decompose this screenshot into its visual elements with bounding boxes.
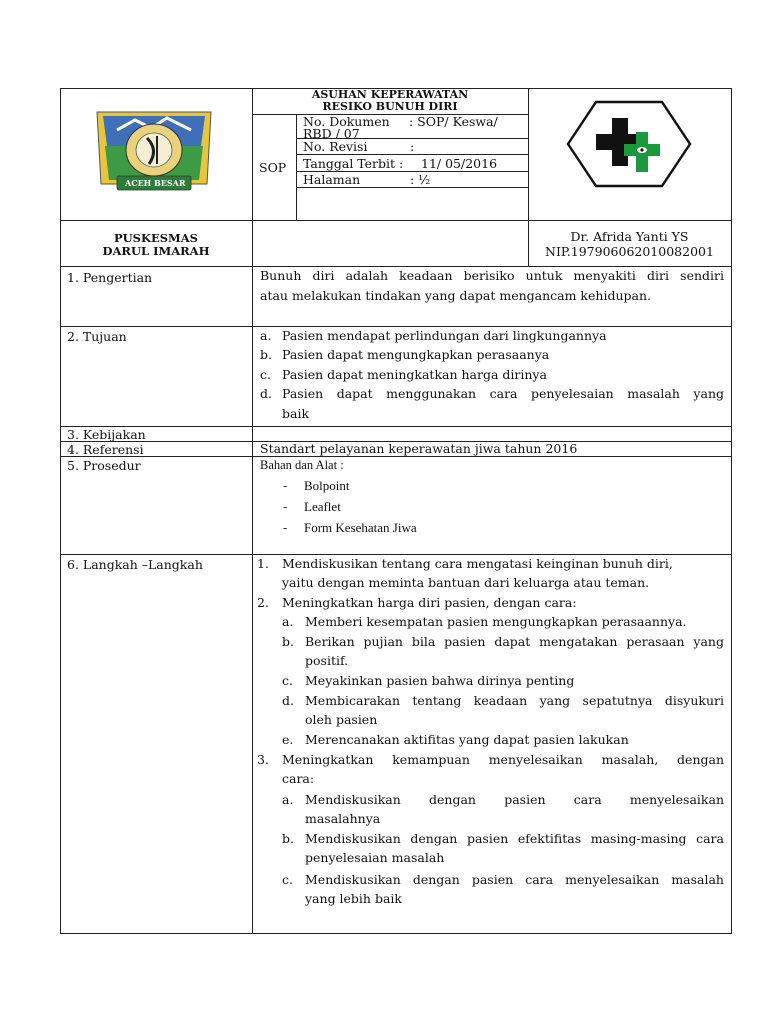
signer-name: Dr. Afrida Yanti YS: [570, 229, 689, 244]
puskesmas-cross-icon: [566, 100, 692, 188]
section-label-langkah: 6. Langkah –Langkah: [67, 557, 203, 572]
doc-row-divider-2: [296, 154, 528, 155]
tujuan-item-letter: a.: [260, 328, 272, 343]
prosedur-item: Leaflet: [304, 499, 341, 514]
row-divider-2: [60, 326, 732, 327]
prosedur-bullet: -: [283, 478, 288, 493]
prosedur-bullet: -: [283, 499, 288, 514]
langkah-sub-text: Meyakinkan pasien bahwa dirinya penting: [305, 673, 575, 688]
row-divider-6: [60, 554, 732, 555]
section-label-prosedur: 5. Prosedur: [67, 458, 141, 473]
langkah-sub-letter: c.: [282, 872, 293, 887]
langkah-sub-letter: e.: [282, 732, 294, 747]
langkah-step-text: Meningkatkan harga diri pasien, dengan cara:: [282, 595, 577, 610]
langkah-step-text: Meningkatkan kemampuan menyelesaikan masalah, dengan: [282, 752, 724, 767]
langkah-step-text-cont: cara:: [282, 771, 315, 786]
sop-label: SOP: [259, 160, 287, 175]
section-label-referensi: 4. Referensi: [67, 442, 144, 457]
doc-row-divider-4: [296, 187, 528, 188]
langkah-step-text: Mendiskusikan tentang cara mengatasi keinginan bunuh diri,: [282, 556, 673, 571]
langkah-sub-text-cont: positif.: [305, 653, 349, 668]
langkah-sub-text-cont: oleh pasien: [305, 712, 378, 727]
organization-name-line1: PUSKESMAS: [113, 231, 198, 245]
page-value: : ½: [410, 172, 431, 187]
langkah-sub-text: Mendiskusikan dengan pasien cara menyelesaikan masalah: [305, 872, 724, 887]
regency-logo: [95, 106, 213, 194]
document-title-line2: RESIKO BUNUH DIRI: [322, 100, 458, 113]
doc-number-label: No. Dokumen: [303, 114, 390, 129]
row-divider-5: [60, 456, 732, 457]
section-label-pengertian: 1. Pengertian: [67, 270, 153, 285]
pengertian-text-line2: atau melakukan tindakan yang dapat mengancam kehidupan.: [260, 288, 651, 303]
issue-date-label: Tanggal Terbit :: [303, 156, 404, 171]
puskesmas-logo: [566, 100, 692, 188]
tujuan-item-letter: d.: [260, 386, 272, 401]
tujuan-item-text: Pasien dapat mengungkapkan perasaanya: [282, 347, 550, 362]
header-row-divider: [60, 220, 732, 221]
tujuan-item-text: Pasien mendapat perlindungan dari lingkungannya: [282, 328, 607, 343]
prosedur-intro: Bahan dan Alat :: [260, 458, 344, 472]
prosedur-item: Bolpoint: [304, 478, 350, 493]
table-border-right: [731, 88, 732, 934]
langkah-step-number: 3.: [257, 752, 269, 767]
langkah-step-number: 2.: [257, 595, 269, 610]
row-divider-3: [60, 426, 732, 427]
revision-value: :: [410, 139, 415, 154]
langkah-sub-letter: d.: [282, 693, 294, 708]
row-divider-1: [60, 266, 732, 267]
signer-nip: NIP.197906062010082001: [545, 244, 714, 259]
pengertian-text-line1: Bunuh diri adalah keadaan berisiko untuk menyakiti diri sendiri: [260, 268, 724, 283]
section-label-tujuan: 2. Tujuan: [67, 329, 127, 344]
langkah-sub-text: Memberi kesempatan pasien mengungkapkan perasaannya.: [305, 614, 687, 629]
table-border-left: [60, 88, 61, 934]
tujuan-item-text: Pasien dapat menggunakan cara penyelesaian masalah yang: [282, 386, 724, 401]
tujuan-item-text: Pasien dapat meningkatkan harga dirinya: [282, 367, 547, 382]
langkah-sub-letter: a.: [282, 792, 294, 807]
sop-divider: [296, 114, 297, 220]
section-label-kebijakan: 3. Kebijakan: [67, 427, 146, 442]
langkah-sub-text: Mendiskusikan dengan pasien efektifitas masing-masing cara: [305, 831, 724, 846]
tujuan-item-text-cont: baik: [282, 406, 310, 421]
langkah-sub-letter: b.: [282, 634, 294, 649]
prosedur-item: Form Kesehatan Jiwa: [304, 520, 417, 535]
langkah-sub-text: Merencanakan aktifitas yang dapat pasien lakukan: [305, 732, 629, 747]
revision-label: No. Revisi: [303, 139, 368, 154]
langkah-sub-letter: b.: [282, 831, 294, 846]
langkah-sub-text: Berikan pujian bila pasien dapat mengatakan perasaan yang: [305, 634, 724, 649]
langkah-sub-text-cont: masalahnya: [305, 811, 381, 826]
langkah-step-number: 1.: [257, 556, 269, 571]
langkah-sub-text: Mendiskusikan dengan pasien cara menyelesaikan: [305, 792, 724, 807]
langkah-step-text-cont: yaitu dengan meminta bantuan dari keluarga atau teman.: [282, 575, 650, 590]
tujuan-item-letter: c.: [260, 367, 271, 382]
prosedur-bullet: -: [283, 520, 288, 535]
langkah-sub-text-cont: yang lebih baik: [305, 891, 402, 906]
langkah-sub-letter: a.: [282, 614, 294, 629]
table-border-bottom: [60, 933, 732, 934]
langkah-sub-text-cont: penyelesaian masalah: [305, 850, 445, 865]
langkah-sub-letter: c.: [282, 673, 293, 688]
tujuan-item-letter: b.: [260, 347, 272, 362]
doc-number-value: : SOP/ Keswa/: [409, 114, 498, 129]
crest-banner-text: ACEH BESAR: [125, 178, 186, 188]
column-divider: [252, 88, 253, 934]
document-title-line1: ASUHAN KEPERAWATAN: [311, 88, 469, 101]
referensi-text: Standart pelayanan keperawatan jiwa tahun 2016: [260, 441, 578, 456]
doc-number-value-cont: RBD / 07: [303, 126, 360, 141]
organization-name-line2: DARUL IMARAH: [102, 244, 210, 258]
langkah-sub-text: Membicarakan tentang keadaan yang sepatutnya disyukuri: [305, 693, 724, 708]
issue-date-value: 11/ 05/2016: [421, 156, 498, 171]
page-label: Halaman: [303, 172, 361, 187]
